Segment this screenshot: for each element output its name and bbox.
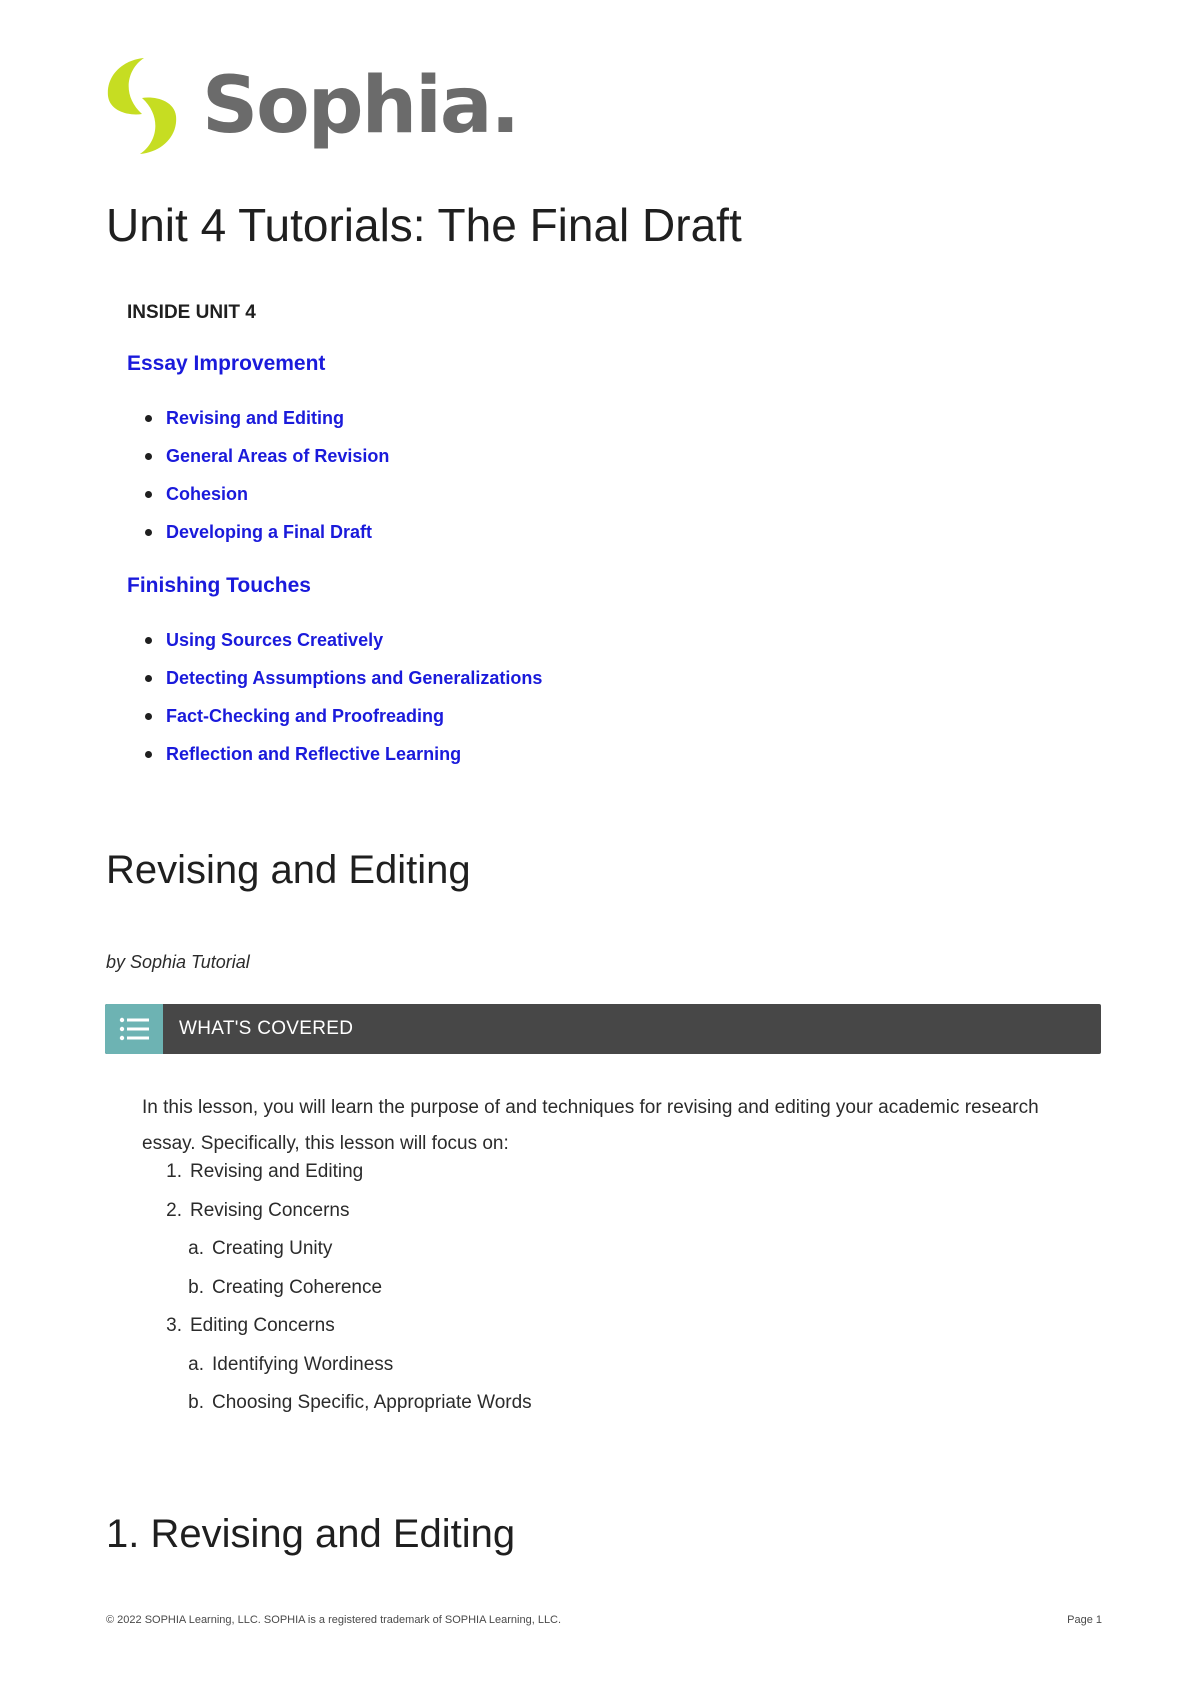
- whats-covered-banner: [105, 1004, 1101, 1054]
- outline-subitem: b. Choosing Specific, Appropriate Words: [188, 1392, 532, 1413]
- toc-link-general-areas-of-revision[interactable]: General Areas of Revision: [127, 445, 389, 483]
- unit-title: Unit 4 Tutorials: The Final Draft: [106, 199, 742, 251]
- footer-page-number: Page 1: [1067, 1614, 1102, 1626]
- outline-subitem: a. Creating Unity: [188, 1238, 333, 1259]
- sophia-logo: [104, 56, 518, 156]
- section-link-essay-improvement[interactable]: Essay Improvement: [127, 352, 326, 375]
- section-heading: 1. Revising and Editing: [106, 1512, 516, 1556]
- outline-item: 2. Revising Concerns: [166, 1199, 350, 1221]
- outline-item: 1. Revising and Editing: [166, 1161, 364, 1182]
- list-icon: [105, 1004, 163, 1054]
- toc-link-cohesion[interactable]: Cohesion: [127, 483, 389, 521]
- toc-link-reflection[interactable]: Reflection and Reflective Learning: [127, 743, 542, 781]
- toc-link-developing-a-final-draft[interactable]: Developing a Final Draft: [127, 521, 389, 559]
- lesson-title: Revising and Editing: [106, 848, 471, 892]
- outline-subitem: a. Identifying Wordiness: [188, 1353, 394, 1375]
- whats-covered-label: WHAT'S COVERED: [179, 1018, 354, 1039]
- footer-copyright: © 2022 SOPHIA Learning, LLC. SOPHIA is a registered trademark of SOPHIA Learning, LLC.: [106, 1614, 562, 1626]
- toc-link-fact-checking[interactable]: Fact-Checking and Proofreading: [127, 705, 542, 743]
- toc-link-revising-and-editing[interactable]: Revising and Editing: [127, 407, 389, 445]
- lesson-outline: [142, 1160, 532, 1430]
- toc-link-detecting-assumptions[interactable]: Detecting Assumptions and Generalizations: [127, 667, 542, 705]
- toc-list-finishing-touches: [127, 629, 542, 781]
- brand-name: Sophia.: [202, 61, 519, 151]
- outline-item: 3. Editing Concerns: [166, 1315, 335, 1336]
- section-link-finishing-touches[interactable]: Finishing Touches: [127, 574, 311, 597]
- lesson-intro: In this lesson, you will learn the purpose of and techniques for revising and editing your academic research essay. Specifically, this lesson will focus on:: [142, 1097, 1039, 1154]
- outline-subitem: b. Creating Coherence: [188, 1276, 383, 1298]
- sophia-logo-icon: [104, 56, 180, 156]
- toc-link-using-sources-creatively[interactable]: Using Sources Creatively: [127, 629, 542, 667]
- toc-list-essay-improvement: [127, 407, 389, 559]
- inside-unit-label: INSIDE UNIT 4: [127, 302, 256, 323]
- byline: by Sophia Tutorial: [106, 952, 250, 972]
